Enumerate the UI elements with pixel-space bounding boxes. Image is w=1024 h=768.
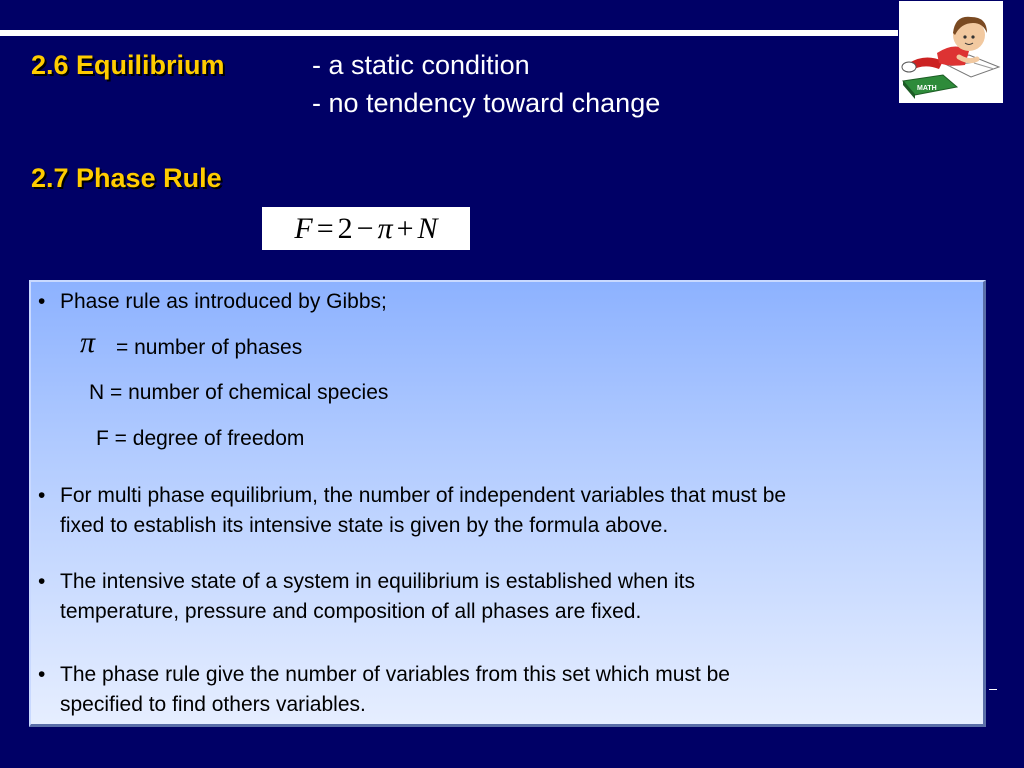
pi-symbol: π [80, 326, 96, 359]
bullet-line: temperature, pressure and composition of all phases are fixed. [60, 600, 642, 623]
bullet-line: The intensive state of a system in equilibrium is established when its [60, 570, 695, 593]
kid-reading-math-book-icon [899, 1, 1003, 103]
formula-minus: − [356, 211, 374, 245]
formula-two: 2 [337, 211, 353, 245]
bullet-marker: • [38, 663, 46, 686]
formula-equals: = [316, 211, 334, 245]
math-book-label: MATH [917, 85, 937, 92]
definition-f: F = degree of freedom [96, 427, 305, 450]
bullet-marker: • [38, 570, 46, 593]
bullet-marker: • [38, 484, 46, 507]
bullet-intensive-state [38, 567, 695, 597]
equilibrium-point: - no tendency toward change [312, 88, 661, 118]
intro-text: Phase rule as introduced by Gibbs; [60, 290, 387, 313]
bullet-intro [38, 287, 387, 317]
bullet-marker: • [38, 290, 46, 313]
phase-rule-formula [262, 207, 470, 250]
bullet-line: The phase rule give the number of variables from this set which must be [60, 663, 730, 686]
bullet-line: For multi phase equilibrium, the number of independent variables that must be [60, 484, 787, 507]
equilibrium-point: - a static condition [312, 50, 530, 80]
heading-equilibrium: 2.6 Equilibrium [31, 50, 225, 80]
bullet-variables [38, 660, 730, 690]
formula-n: N [417, 211, 438, 245]
formula-f: F [294, 211, 313, 245]
title-rule [0, 30, 898, 36]
formula-pi: π [377, 211, 393, 245]
bullet-multiphase [38, 481, 786, 511]
definition-pi: = number of phases [116, 336, 303, 359]
bullet-line: specified to find others variables. [60, 693, 366, 716]
formula-plus: + [396, 211, 414, 245]
definition-n: N = number of chemical species [89, 381, 389, 404]
bullet-line: fixed to establish its intensive state is given by the formula above. [60, 514, 669, 537]
equilibrium-description [312, 46, 660, 122]
heading-phase-rule: 2.7 Phase Rule [31, 163, 222, 193]
divider-dash [989, 689, 997, 690]
